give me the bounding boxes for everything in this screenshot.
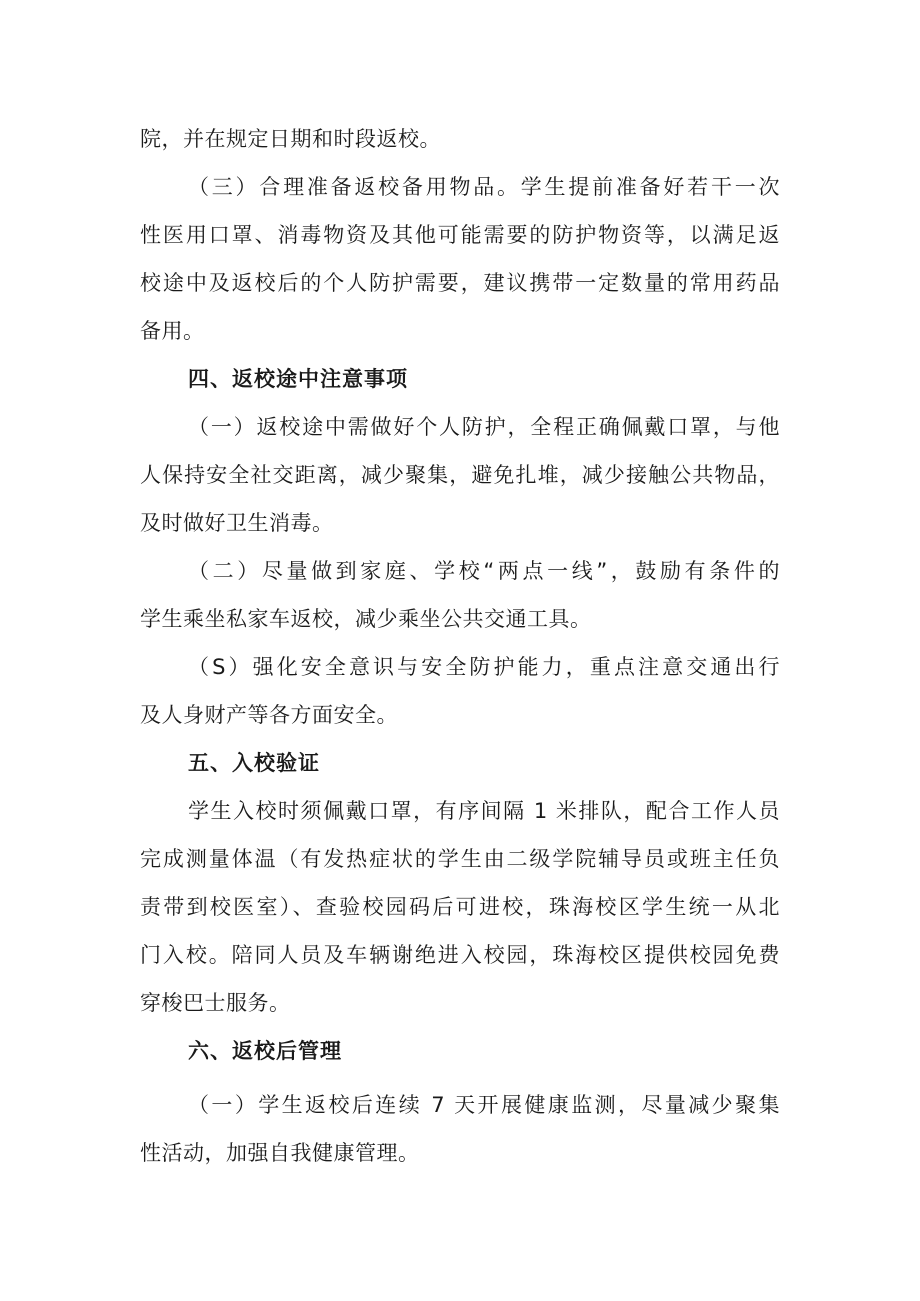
paragraph-line: 校途中及返校后的个人防护需要，建议携带一定数量的常用药品 (140, 271, 780, 295)
paragraph-line: （S）强化安全意识与安全防护能力，重点注意交通出行 (188, 655, 780, 679)
paragraph-line: 学生入校时须佩戴口罩，有序间隔 1 米排队，配合工作人员 (188, 799, 780, 823)
paragraph-line: 人保持安全社交距离，减少聚集，避免扎堆，减少接触公共物品， (140, 463, 780, 487)
paragraph-line: （三）合理准备返校备用物品。学生提前准备好若干一次 (188, 175, 780, 199)
paragraph-line: 性医用口罩、消毒物资及其他可能需要的防护物资等，以满足返 (140, 223, 780, 247)
paragraph-line: 备用。 (140, 319, 205, 343)
paragraph-line: 及人身财产等各方面安全。 (140, 703, 398, 727)
paragraph-line: 完成测量体温（有发热症状的学生由二级学院辅导员或班主任负 (140, 847, 780, 871)
section-heading: 六、返校后管理 (188, 1039, 342, 1063)
paragraph-line: （二）尽量做到家庭、学校“两点一线”，鼓励有条件的 (188, 559, 780, 583)
section-heading: 五、入校验证 (188, 751, 320, 775)
paragraph-line: 学生乘坐私家车返校，减少乘坐公共交通工具。 (140, 607, 592, 631)
paragraph-line: 及时做好卫生消毒。 (140, 511, 334, 535)
paragraph-line: 门入校。陪同人员及车辆谢绝进入校园，珠海校区提供校园免费 (140, 943, 780, 967)
paragraph-line: 责带到校医室）、查验校园码后可进校，珠海校区学生统一从北 (140, 895, 780, 919)
paragraph-line: （一）学生返校后连续 7 天开展健康监测，尽量减少聚集 (188, 1093, 780, 1117)
paragraph-line: 穿梭巴士服务。 (140, 991, 291, 1015)
paragraph-line: 院，并在规定日期和时段返校。 (140, 127, 441, 151)
paragraph-line: （一）返校途中需做好个人防护，全程正确佩戴口罩，与他 (188, 415, 780, 439)
paragraph-line: 性活动，加强自我健康管理。 (140, 1141, 420, 1165)
section-heading: 四、返校途中注意事项 (188, 367, 408, 391)
